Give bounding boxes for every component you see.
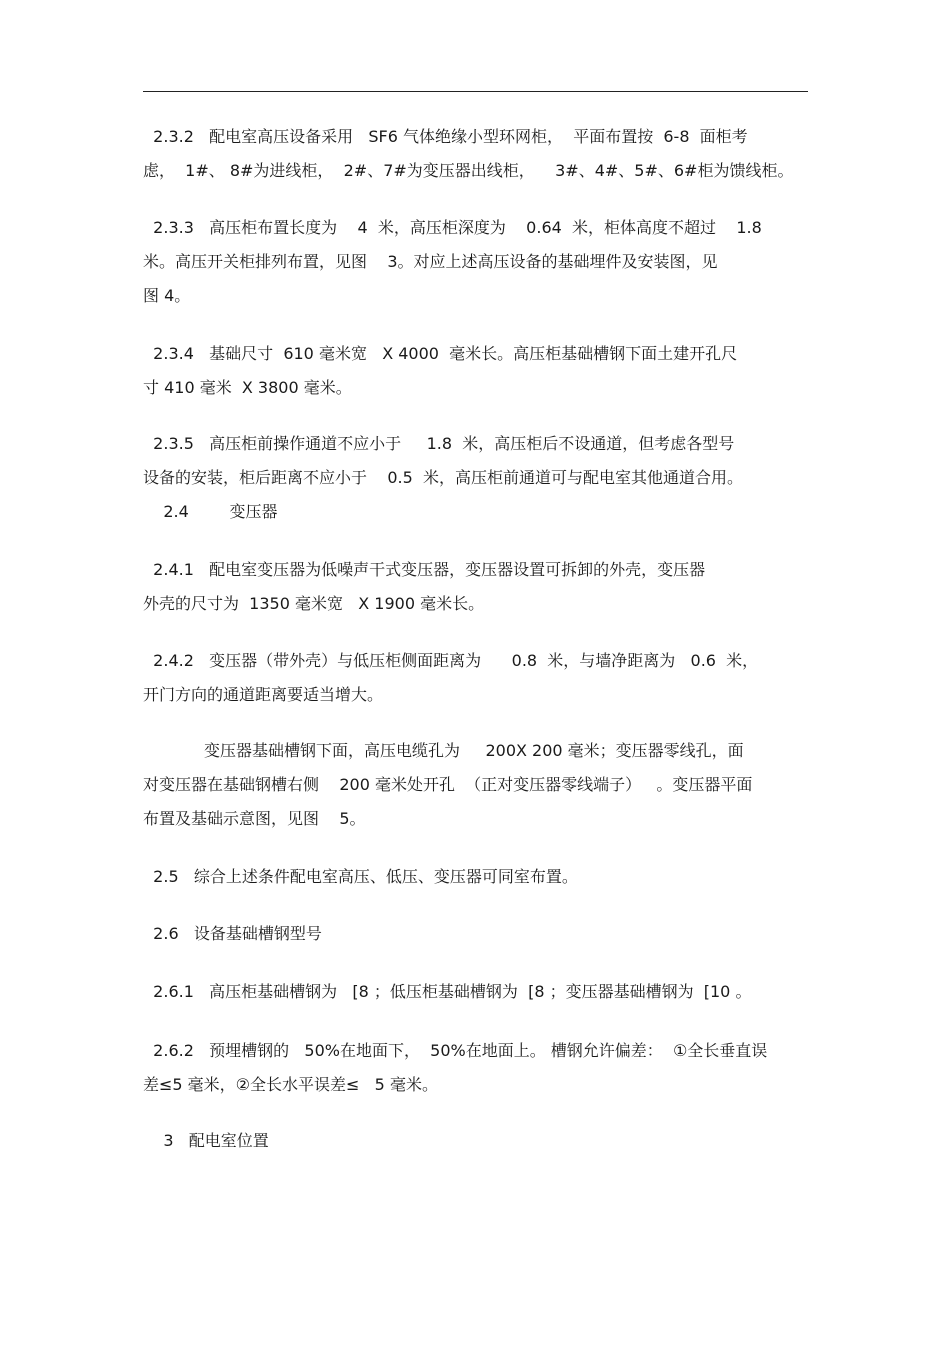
paragraph-2-3-2 [143,120,808,188]
text-line: 虑， 1#、 8#为进线柜， 2#、7#为变压器出线柜， 3#、4#、5#、6#柜为馈线柜。 [143,161,794,180]
paragraph-2-3-4 [143,337,808,405]
text-line: 图 4。 [143,286,191,305]
text-line: 对变压器在基础钢槽右侧 200 毫米处开孔 （正对变压器零线端子） 。变压器平面 [143,775,753,794]
section-heading-2-6 [143,917,808,951]
text-line: 寸 410 毫米 X 3800 毫米。 [143,378,352,397]
paragraph-2-4-2 [143,644,808,712]
paragraph-2-6-1 [143,975,808,1009]
paragraph-2-3-3 [143,211,808,313]
text-line: 2.4.2 变压器（带外壳）与低压柜侧面距离为 0.8 米，与墙净距离为 0.6 米， [143,651,759,670]
text-line: 米。高压开关柜排列布置，见图 3。对应上述高压设备的基础埋件及安装图，见 [143,252,718,271]
text-line: 2.4.1 配电室变压器为低噪声干式变压器，变压器设置可拆卸的外壳，变压器 [143,560,706,579]
text-line: 设备的安装，柜后距离不应小于 0.5 米，高压柜前通道可与配电室其他通道合用。 [143,468,743,487]
text-line: 2.3.3 高压柜布置长度为 4 米，高压柜深度为 0.64 米，柜体高度不超过 1.8 [143,218,762,237]
paragraph-2-3-5 [143,427,808,529]
text-line: 布置及基础示意图，见图 5。 [143,809,366,828]
text-line: 差≤5 毫米，②全长水平误差≤ 5 毫米。 [143,1075,438,1094]
text-line: 2.3.5 高压柜前操作通道不应小于 1.8 米，高压柜后不设通道，但考虑各型号 [143,434,735,453]
text-line: 2.5 综合上述条件配电室高压、低压、变压器可同室布置。 [143,867,578,886]
section-heading-2-4: 2.4 变压器 [143,502,278,521]
text-line: 3 配电室位置 [143,1131,269,1150]
paragraph-2-4-1 [143,553,808,621]
text-line: 2.6.2 预埋槽钢的 50%在地面下， 50%在地面上。 槽钢允许偏差： ①全长垂直误 [143,1041,768,1060]
text-line: 2.6 设备基础槽钢型号 [143,924,322,943]
text-line: 外壳的尺寸为 1350 毫米宽 X 1900 毫米长。 [143,594,485,613]
header-rule [143,91,808,92]
text-line: 2.3.4 基础尺寸 610 毫米宽 X 4000 毫米长。高压柜基础槽钢下面土建开孔尺 [143,344,738,363]
text-line: 变压器基础槽钢下面，高压电缆孔为 200X 200 毫米；变压器零线孔，面 [143,741,744,760]
text-line: 2.3.2 配电室高压设备采用 SF6 气体绝缘小型环网柜， 平面布置按 6-8 面柜考 [143,127,748,146]
paragraph-transformer-base [143,734,808,836]
paragraph-2-6-2 [143,1034,808,1102]
paragraph-2-5 [143,860,808,894]
text-line: 开门方向的通道距离要适当增大。 [143,685,384,704]
section-heading-3 [143,1124,808,1158]
text-line: 2.6.1 高压柜基础槽钢为 [8 ；低压柜基础槽钢为 [8 ；变压器基础槽钢为 [10 。 [143,982,752,1001]
